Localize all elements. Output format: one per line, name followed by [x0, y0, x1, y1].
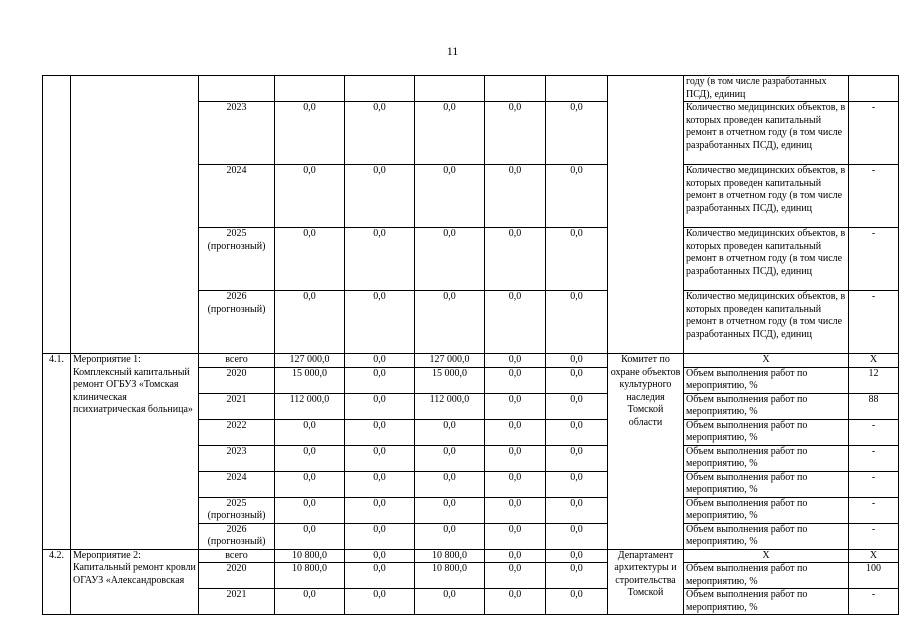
indicator-value-cell: 88: [849, 393, 899, 419]
executor-cell: Департамент архитектуры и строительства Томской: [608, 549, 684, 615]
indicator-value-cell: 100: [849, 563, 899, 589]
value-cell: 0,0: [345, 291, 415, 354]
indicator-value-cell: -: [849, 165, 899, 228]
value-cell: 0,0: [415, 497, 485, 523]
year-cell: 2024: [199, 471, 275, 497]
indicator-cell: X: [684, 549, 849, 563]
value-cell: 15 000,0: [415, 367, 485, 393]
indicator-cell: Объем выполнения работ по мероприятию, %: [684, 589, 849, 615]
value-cell: 127 000,0: [275, 354, 345, 368]
indicator-value-cell: X: [849, 354, 899, 368]
value-cell: 112 000,0: [275, 393, 345, 419]
year-cell: 2025 (прогнозный): [199, 497, 275, 523]
value-cell: 0,0: [546, 228, 608, 291]
indicator-cell: Объем выполнения работ по мероприятию, %: [684, 523, 849, 549]
indicator-cell: Объем выполнения работ по мероприятию, %: [684, 445, 849, 471]
value-cell: 0,0: [485, 165, 546, 228]
indicator-value-cell: -: [849, 419, 899, 445]
indicator-value-cell: -: [849, 445, 899, 471]
value-cell: 0,0: [485, 445, 546, 471]
value-cell: 0,0: [275, 102, 345, 165]
year-cell: 2020: [199, 563, 275, 589]
indicator-cell: Количество медицинских объектов, в которых проведен капитальный ремонт в отчетном году (в том числе разработанных ПСД), единиц: [684, 165, 849, 228]
value-cell: 0,0: [546, 393, 608, 419]
value-cell: 0,0: [485, 549, 546, 563]
value-cell: 0,0: [275, 471, 345, 497]
value-cell: 0,0: [546, 354, 608, 368]
value-cell: 0,0: [345, 471, 415, 497]
value-cell: 0,0: [485, 419, 546, 445]
value-cell: 0,0: [546, 291, 608, 354]
value-cell: 0,0: [546, 523, 608, 549]
value-cell: 10 800,0: [275, 563, 345, 589]
year-cell: 2025 (прогнозный): [199, 228, 275, 291]
indicator-cell: Количество медицинских объектов, в которых проведен капитальный ремонт в отчетном году (в том числе разработанных ПСД), единиц: [684, 291, 849, 354]
value-cell: 0,0: [415, 102, 485, 165]
value-cell: 10 800,0: [415, 549, 485, 563]
value-cell: 0,0: [546, 471, 608, 497]
indicator-value-cell: 12: [849, 367, 899, 393]
value-cell: 0,0: [415, 589, 485, 615]
value-cell: 0,0: [345, 354, 415, 368]
table-row: [43, 76, 899, 102]
value-cell: 0,0: [345, 549, 415, 563]
value-cell: 10 800,0: [275, 549, 345, 563]
value-cell: 0,0: [546, 367, 608, 393]
table-row: [43, 549, 899, 563]
indicator-value-cell: -: [849, 523, 899, 549]
measure-number: 4.1.: [43, 354, 71, 550]
indicator-cell: Объем выполнения работ по мероприятию, %: [684, 393, 849, 419]
indicator-cell: Объем выполнения работ по мероприятию, %: [684, 563, 849, 589]
indicator-cell: Количество медицинских объектов, в которых проведен капитальный ремонт в отчетном году (в том числе разработанных ПСД), единиц: [684, 228, 849, 291]
measure-name: Мероприятие 2: Капитальный ремонт кровли ОГАУЗ «Александровская: [71, 549, 199, 615]
year-cell: 2023: [199, 102, 275, 165]
measure-name: Мероприятие 1: Комплексный капитальный ремонт ОГБУЗ «Томская клиническая психиатрическая больница»: [71, 354, 199, 550]
indicator-value-cell: -: [849, 228, 899, 291]
year-cell: 2026 (прогнозный): [199, 523, 275, 549]
indicator-cell: Объем выполнения работ по мероприятию, %: [684, 419, 849, 445]
year-cell: всего: [199, 354, 275, 368]
indicator-cell: X: [684, 354, 849, 368]
indicator-value-cell: X: [849, 549, 899, 563]
value-cell: 0,0: [345, 228, 415, 291]
year-cell: 2021: [199, 393, 275, 419]
value-cell: 0,0: [415, 523, 485, 549]
value-cell: 0,0: [275, 445, 345, 471]
value-cell: 0,0: [345, 445, 415, 471]
indicator-cell: Объем выполнения работ по мероприятию, %: [684, 367, 849, 393]
year-cell: всего: [199, 549, 275, 563]
value-cell: 0,0: [275, 589, 345, 615]
value-cell: 0,0: [345, 102, 415, 165]
year-cell: 2026 (прогнозный): [199, 291, 275, 354]
value-cell: 0,0: [415, 471, 485, 497]
indicator-value-cell: -: [849, 497, 899, 523]
value-cell: 0,0: [546, 497, 608, 523]
value-cell: 0,0: [485, 291, 546, 354]
indicator-value-cell: -: [849, 589, 899, 615]
value-cell: 0,0: [485, 563, 546, 589]
value-cell: 0,0: [546, 549, 608, 563]
value-cell: 0,0: [485, 589, 546, 615]
value-cell: 0,0: [485, 354, 546, 368]
value-cell: 0,0: [275, 523, 345, 549]
value-cell: 0,0: [345, 523, 415, 549]
value-cell: 0,0: [275, 228, 345, 291]
indicator-value-cell: -: [849, 102, 899, 165]
executor-cell: Комитет по охране объектов культурного наследия Томской области: [608, 354, 684, 550]
value-cell: 0,0: [546, 445, 608, 471]
value-cell: 0,0: [546, 589, 608, 615]
value-cell: 0,0: [485, 523, 546, 549]
value-cell: 0,0: [345, 563, 415, 589]
value-cell: 0,0: [546, 165, 608, 228]
value-cell: 0,0: [485, 228, 546, 291]
indicator-cell: Объем выполнения работ по мероприятию, %: [684, 497, 849, 523]
value-cell: 0,0: [485, 471, 546, 497]
value-cell: 0,0: [546, 102, 608, 165]
value-cell: 0,0: [345, 367, 415, 393]
value-cell: 0,0: [415, 165, 485, 228]
year-cell: 2023: [199, 445, 275, 471]
value-cell: 0,0: [345, 419, 415, 445]
indicator-value-cell: -: [849, 471, 899, 497]
year-cell: 2021: [199, 589, 275, 615]
value-cell: 112 000,0: [415, 393, 485, 419]
indicator-cell: Объем выполнения работ по мероприятию, %: [684, 471, 849, 497]
indicator-cell: Количество медицинских объектов, в которых проведен капитальный ремонт в отчетном году (в том числе разработанных ПСД), единиц: [684, 102, 849, 165]
year-cell: 2020: [199, 367, 275, 393]
value-cell: 15 000,0: [275, 367, 345, 393]
value-cell: 0,0: [275, 419, 345, 445]
year-cell: 2024: [199, 165, 275, 228]
value-cell: 0,0: [415, 228, 485, 291]
value-cell: 0,0: [275, 291, 345, 354]
value-cell: 0,0: [345, 497, 415, 523]
year-cell: 2022: [199, 419, 275, 445]
value-cell: 0,0: [415, 419, 485, 445]
value-cell: 127 000,0: [415, 354, 485, 368]
value-cell: 0,0: [485, 367, 546, 393]
value-cell: 0,0: [415, 291, 485, 354]
value-cell: 0,0: [485, 497, 546, 523]
indicator-value-cell: -: [849, 291, 899, 354]
value-cell: 0,0: [546, 563, 608, 589]
value-cell: 0,0: [275, 497, 345, 523]
indicator-cell: году (в том числе разработанных ПСД), единиц: [684, 76, 849, 102]
value-cell: 0,0: [546, 419, 608, 445]
program-table: [42, 75, 899, 615]
value-cell: 10 800,0: [415, 563, 485, 589]
page-number: 11: [446, 44, 459, 58]
value-cell: 0,0: [345, 165, 415, 228]
value-cell: 0,0: [345, 393, 415, 419]
value-cell: 0,0: [345, 589, 415, 615]
value-cell: 0,0: [485, 102, 546, 165]
value-cell: 0,0: [485, 393, 546, 419]
value-cell: 0,0: [415, 445, 485, 471]
table-row: [43, 354, 899, 368]
value-cell: 0,0: [275, 165, 345, 228]
measure-number: 4.2.: [43, 549, 71, 615]
